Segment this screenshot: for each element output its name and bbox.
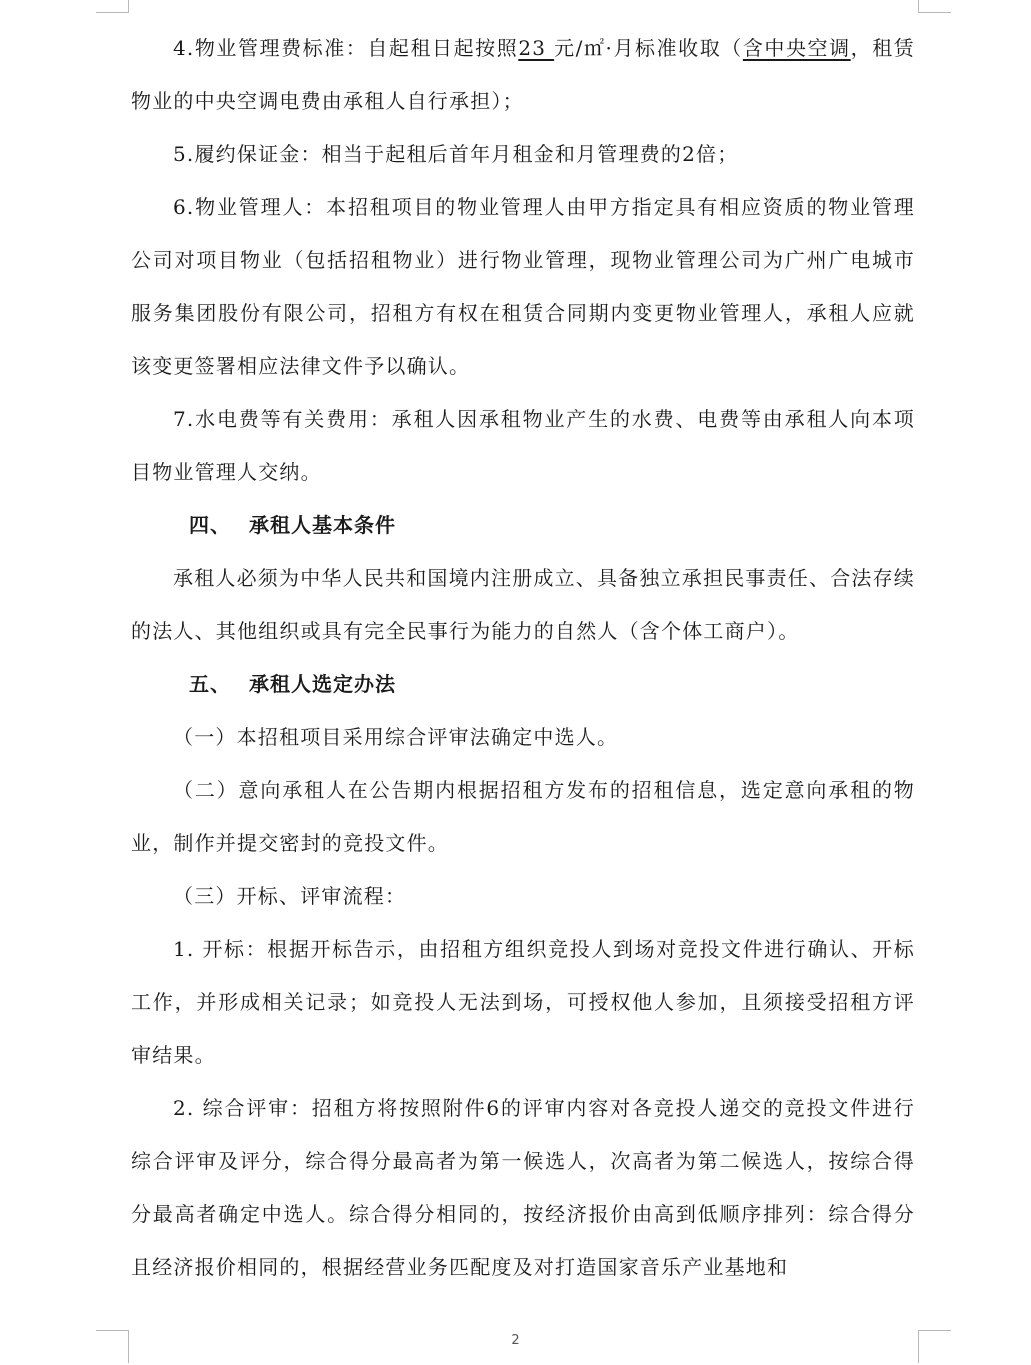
paragraph-deposit: 5.履约保证金：相当于起租后首年月租金和月管理费的2倍； — [173, 142, 739, 166]
crop-mark-top-left — [96, 0, 129, 13]
section-4-heading — [131, 499, 915, 552]
management-fee-unit: 元/㎡·月标准收取（ — [554, 36, 743, 60]
management-fee-lead: 4.物业管理费标准：自起租日起按照 — [173, 36, 519, 60]
management-fee-value: 23 — [518, 36, 555, 60]
central-ac-note: 含中央空调 — [742, 36, 851, 60]
crop-mark-top-right — [918, 0, 951, 13]
section-4-title: 承租人基本条件 — [249, 513, 396, 537]
section-5-item-3: （三）开标、评审流程： — [173, 884, 407, 908]
section-4-number: 四、 — [189, 513, 231, 537]
section-5-item-1: （一）本招租项目采用综合评审法确定中选人。 — [173, 725, 619, 749]
section-5-item-2: （二）意向承租人在公告期内根据招租方发布的招租信息，选定意向承租的物业，制作并提交密封的竞投文件。 — [131, 778, 915, 855]
paragraph-management-fee — [131, 22, 915, 128]
section-4-body: 承租人必须为中华人民共和国境内注册成立、具备独立承担民事责任、合法存续的法人、其他组织或具有完全民事行为能力的自然人（含个体工商户）。 — [131, 566, 915, 643]
section-5-step-2: 2. 综合评审：招租方将按照附件6的评审内容对各竞投人递交的竞投文件进行综合评审及评分，综合得分最高者为第一候选人，次高者为第二候选人，按综合得分最高者确定中选人。综合得分相同的，按经济报价由高到低顺序排列：综合得分且经济报价相同的，根据经营业务匹配度及对打造国家音乐产业基地和 — [131, 1096, 915, 1279]
section-5-title: 承租人选定办法 — [249, 672, 396, 696]
paragraph-utilities: 7.水电费等有关费用：承租人因承租物业产生的水费、电费等由承租人向本项目物业管理人交纳。 — [131, 407, 915, 484]
management-fee-tail: ，租赁物业的中央空调电费由承租人自行承担）； — [131, 36, 915, 113]
section-5-heading — [131, 658, 915, 711]
section-5-number: 五、 — [189, 672, 231, 696]
paragraph-property-manager: 6.物业管理人：本招租项目的物业管理人由甲方指定具有相应资质的物业管理公司对项目物业（包括招租物业）进行物业管理，现物业管理公司为广州广电城市服务集团股份有限公司，招租方有权在租赁合同期内变更物业管理人，承租人应就该变更签署相应法律文件予以确认。 — [131, 195, 915, 378]
page-number: 2 — [511, 1333, 520, 1348]
section-5-step-1: 1. 开标：根据开标告示，由招租方组织竞投人到场对竞投文件进行确认、开标工作，并形成相关记录；如竞投人无法到场，可授权他人参加，且须接受招租方评审结果。 — [131, 937, 915, 1067]
document-page — [131, 22, 915, 1294]
